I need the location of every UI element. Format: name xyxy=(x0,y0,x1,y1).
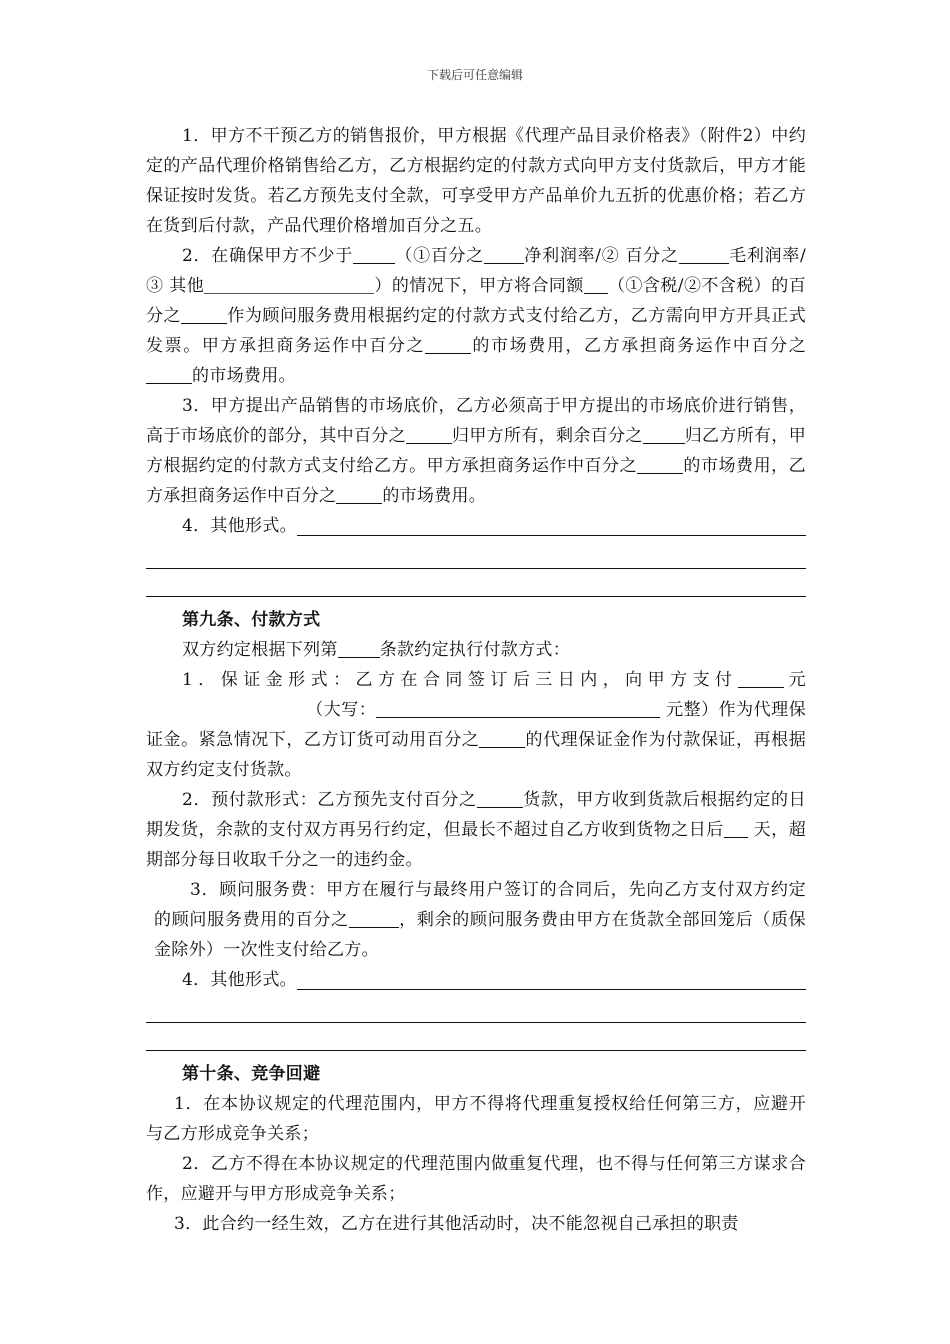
blank-line xyxy=(146,1023,806,1051)
text: ）的情况下，甲方将合同额 xyxy=(374,276,584,296)
text: （①含税/②不含税）的百分之 xyxy=(146,276,806,326)
text: 净利润率/② 百分之 xyxy=(523,246,679,266)
s9-other-form-row xyxy=(146,965,806,995)
text: 的市场费用，乙方承担商务运作中百分之 xyxy=(471,336,806,356)
blank-field xyxy=(484,245,524,264)
text: 条款约定执行付款方式： xyxy=(379,640,571,660)
blank-field xyxy=(643,425,685,444)
text: 归乙方所有，甲方根据约定的付款方式支付给乙方。甲方承担商务运作中百分之 xyxy=(146,426,806,476)
blank-field xyxy=(637,455,683,474)
text: 4．其他形式。 xyxy=(182,516,297,536)
text: 双方约定根据下列第 xyxy=(182,640,338,660)
blank-field xyxy=(353,245,395,264)
text: 的市场费用。 xyxy=(382,486,487,506)
blank-field xyxy=(336,485,382,504)
blank-field xyxy=(584,275,608,294)
s10-paragraph-3: 3．此合约一经生效，乙方在进行其他活动时，决不能忽视自己承担的职责 xyxy=(174,1214,739,1234)
blank-field xyxy=(477,789,523,808)
s8-paragraph-1: 1．甲方不干预乙方的销售报价，甲方根据《代理产品目录价格表》（附件2）中约定的产品代理价格销售给乙方，乙方根据约定的付款方式向甲方支付货款后，甲方才能保证按时发货。若乙方预先支付全款，可享受甲方产品单价九五折的优惠价格；若乙方在货到后付款，产品代理价格增加百分之五。 xyxy=(146,126,806,236)
text: 2．在确保甲方不少于 xyxy=(182,246,353,266)
blank-field xyxy=(679,245,729,264)
blank-field xyxy=(406,425,452,444)
text: （大写： xyxy=(306,700,377,720)
s9-paragraph-1 xyxy=(146,665,806,785)
text: 4．其他形式。 xyxy=(182,970,297,990)
s10-paragraph-1: 1．在本协议规定的代理范围内，甲方不得将代理重复授权给任何第三方，应避开与乙方形成竞争关系； xyxy=(146,1094,806,1144)
text: 归甲方所有，剩余百分之 xyxy=(451,426,643,446)
blank-field xyxy=(204,275,374,294)
blank-line xyxy=(146,541,806,569)
text: 货款，甲方收到货款后根据约定的日期发货，余款的支付双方再另行约定，但最长不超过自乙方收到货物之日后 xyxy=(146,790,806,840)
text: 毛利润率/③ 其他 xyxy=(146,246,806,296)
blank-field xyxy=(376,699,660,718)
text: 的代理保证金作为付款保证，再根据双方约定支付货款。 xyxy=(146,730,806,780)
section-10-title: 第十条、竞争回避 xyxy=(182,1064,321,1084)
blank-field xyxy=(479,729,525,748)
blank-field xyxy=(338,639,380,658)
text: 2．预付款形式：乙方预先支付百分之 xyxy=(182,790,477,810)
blank-line xyxy=(146,569,806,597)
blank-field xyxy=(724,819,748,838)
s9-paragraph-2 xyxy=(146,785,806,875)
section-9-title: 第九条、付款方式 xyxy=(182,610,321,630)
text: 的市场费用。 xyxy=(192,366,296,386)
s8-paragraph-3 xyxy=(146,391,806,511)
blank-field xyxy=(425,335,471,354)
text: 天，超期部分每日收取千分之一的违约金。 xyxy=(146,820,806,870)
blank-field xyxy=(297,967,806,990)
blank-line xyxy=(146,995,806,1023)
text: 元 xyxy=(783,670,806,690)
blank-field xyxy=(349,909,399,928)
document-body xyxy=(146,121,806,1239)
text: 3．甲方提出产品销售的市场底价，乙方必须高于甲方提出的市场底价进行销售，高于市场底价的部分，其中百分之 xyxy=(146,396,806,446)
blank-field xyxy=(181,305,227,324)
s10-paragraph-2: 2．乙方不得在本协议规定的代理范围内做重复代理，也不得与任何第三方谋求合作，应避开与甲方形成竞争关系； xyxy=(146,1154,806,1204)
text: （①百分之 xyxy=(394,246,484,266)
s9-intro xyxy=(146,635,806,665)
text: ，剩余的顾问服务费由甲方在货款全部回笼后（质保金除外）一次性支付给乙方。 xyxy=(154,910,806,960)
s8-paragraph-2 xyxy=(146,241,806,391)
text: 元整）作为代理保证金。紧急情况下，乙方订货可动用百分之 xyxy=(146,700,806,750)
blank-field xyxy=(738,669,784,688)
text: 作为顾问服务费用根据约定的付款方式支付给乙方，乙方需向甲方开具正式发票。甲方承担商务运作中百分之 xyxy=(146,306,806,356)
header-note: 下载后可任意编辑 xyxy=(426,68,523,82)
blank-field xyxy=(146,365,192,384)
s8-other-form-row xyxy=(146,511,806,541)
s9-paragraph-3 xyxy=(146,875,806,965)
blank-field xyxy=(297,513,806,536)
text: 1．保证金形式：乙方在合同签订后三日内，向甲方支付 xyxy=(182,670,738,690)
text: 的市场费用，乙方承担商务运作中百分之 xyxy=(146,456,806,506)
text: 3．顾问服务费：甲方在履行与最终用户签订的合同后，先向乙方支付双方约定的顾问服务费用的百分之 xyxy=(154,880,806,930)
